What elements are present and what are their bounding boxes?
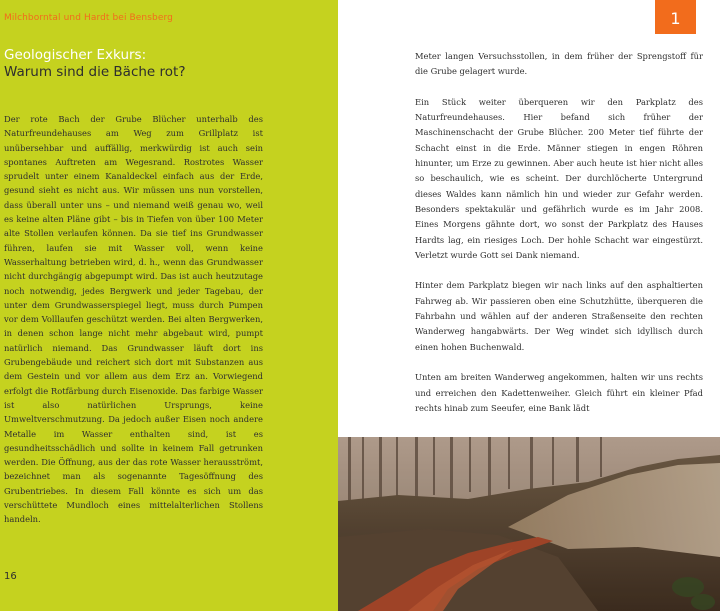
sidebar-title bbox=[4, 47, 186, 81]
chapter-tab: 1 bbox=[655, 0, 696, 34]
paragraph: Ein Stück weiter überqueren wir den Parkplatz des Naturfreundehauses. Hier befand sich früher der Maschinenschacht der Grube Blücher. 200 Meter tief führte der Schacht einst in die Erde. Männer stiegen in engen Röhren hinunter, um Erze zu gewinnen. Aber auch heute ist hier nicht alles so beschaulich, wie es scheint. Der durchlöcherte Untergrund dieses Waldes kann nämlich hin und wieder zur Gefahr werden. Besonders spektakulär und gefährlich wurde es im Jahr 2008. Eines Morgens gähnte dort, wo sonst der Parkplatz des Hauses Hardts lag, ein riesiges Loch. Der hohle Schacht war eingestürzt. Verletzt wurde Gott sei Dank niemand. bbox=[415, 96, 703, 260]
forest-stream-photo bbox=[338, 437, 720, 611]
main-body-text bbox=[415, 49, 703, 431]
running-head: Milchborntal und Hardt bei Bensberg bbox=[4, 13, 173, 23]
paragraph: Unten am breiten Wanderweg angekommen, halten wir uns rechts und erreichen den Kadettenweiher. Gleich führt ein kleiner Pfad rechts hinab zum Seeufer, eine Bank lädt bbox=[415, 372, 703, 413]
sidebar-title-line1: Geologischer Exkurs: bbox=[4, 47, 147, 63]
sidebar-body-text: Der rote Bach der Grube Blücher unterhalb des Naturfreundehauses am Weg zum Grillplatz ist unübersehbar und auffällig, merkwürdig ist auch sein spontanes Auftreten am Wegesrand. Rostrotes Wasser sprudelt unter einem Kanaldeckel einfach aus der Erde, gesund sieht es nicht aus. Wir müssen uns nun vorstellen, dass überall unter uns – und niemand weiß genau wo, weil es keine alten Pläne gibt – bis in Tiefen von über 100 Meter alte Stollen verlaufen können. Da sie tief ins Grundwasser führen, laufen sie mit Wasser voll, wenn keine Wasserhaltung betrieben wird, d. h., wenn das Grundwasser nicht durchgängig abgepumpt wird. Das ist auch heutzutage noch notwendig, jedes Bergwerk und jeder Tagebau, der unter dem Grundwasserspiegel liegt, muss durch Pumpen vor dem Volllaufen geschützt werden. Bei alten Bergwerken, in denen schon lange nicht mehr abgebaut wird, pumpt natürlich niemand. Das Grundwasser läuft dort ins Grubengebäude und reichert sich dort mit Substanzen aus dem Gestein und vor allem aus dem Erz an. Vorwiegend erfolgt die Rotfärbung durch Eisenoxide. Das farbige Wasser ist also natürlichen Ursprungs, keine Umweltverschmutzung. Da jedoch außer Eisen noch andere Metalle im Wasser enthalten sind, ist es gesundheitsschädlich und sollte in keinem Fall getrunken werden. Die Öffnung, aus der das rote Wasser herausströmt, bezeichnet man als sogenannte Tagesöffnung des Grubentriebes. In diesem Fall könnte es sich um das verschüttete Mundloch eines mittelalterlichen Stollens handeln. bbox=[4, 114, 263, 525]
sidebar-title-line2: Warum sind die Bäche rot? bbox=[4, 64, 186, 80]
paragraph: Meter langen Versuchsstollen, in dem früher der Sprengstoff für die Grube gelagert wurde. bbox=[415, 51, 703, 77]
page-number-left: 16 bbox=[4, 571, 17, 582]
paragraph: Hinter dem Parkplatz biegen wir nach links auf den asphaltierten Fahrweg ab. Wir passieren oben eine Schutzhütte, überqueren die Fahrbahn und wählen auf der anderen Straßenseite den rechten Wanderweg hangabwärts. Der Weg windet sich idyllisch durch einen hohen Buchenwald. bbox=[415, 280, 703, 352]
